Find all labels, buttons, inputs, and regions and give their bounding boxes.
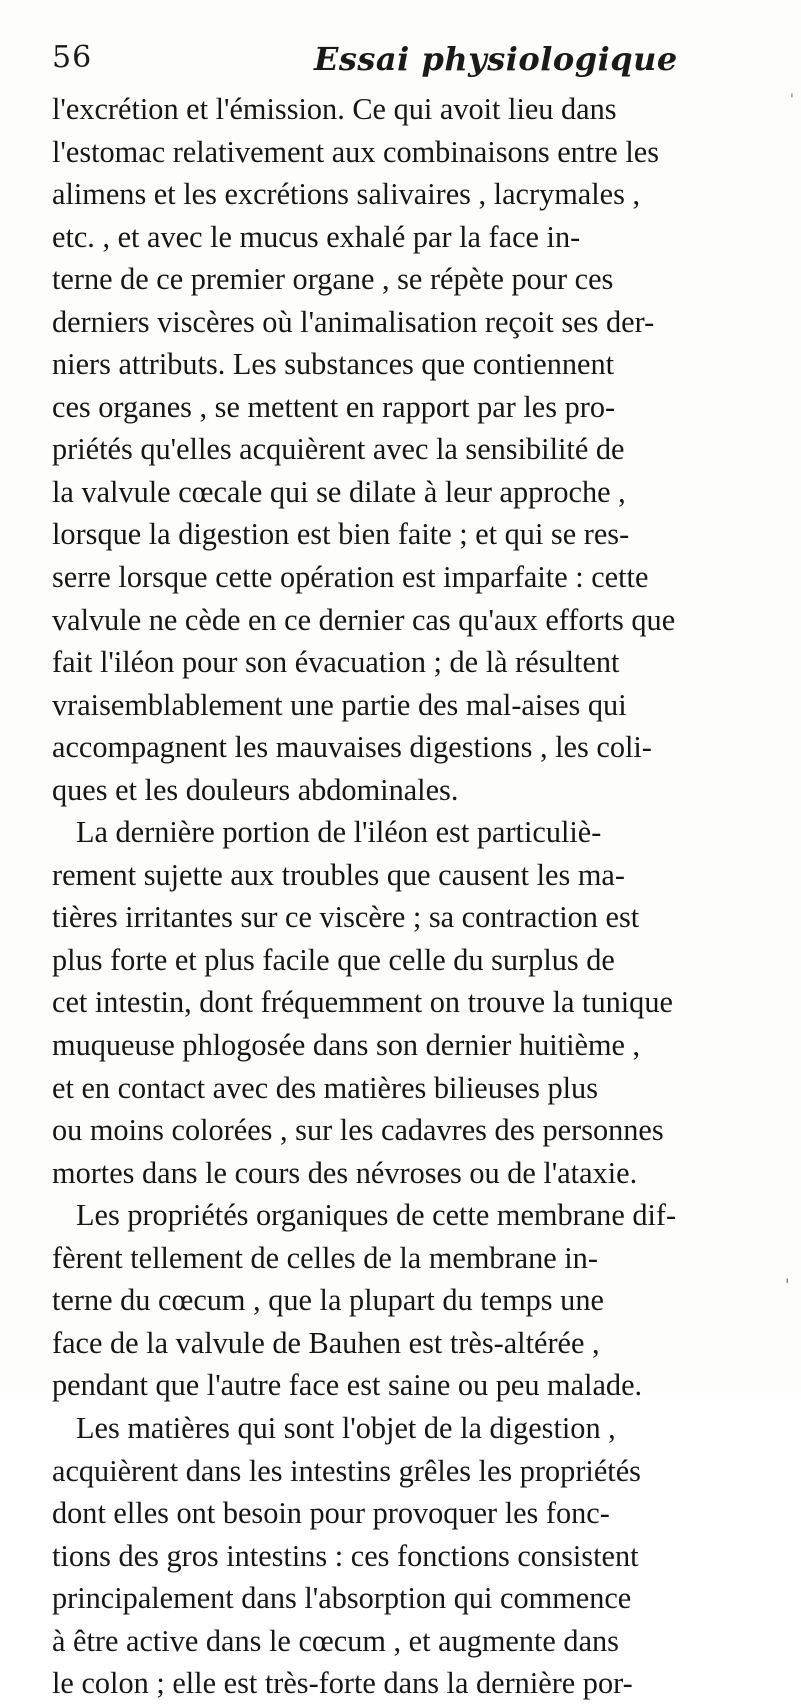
text-line: terne du cœcum , que la plupart du temps une [52, 1283, 604, 1318]
text-line: terne de ce premier organe , se répète pour ces [52, 262, 614, 297]
text-line: ou moins colorées , sur les cadavres des personnes [52, 1113, 664, 1148]
text-line: l'estomac relativement aux combinaisons entre les [52, 134, 659, 169]
running-head [52, 40, 752, 80]
text-line: fèrent tellement de celles de la membrane in- [52, 1240, 598, 1275]
text-line: et en contact avec des matières bilieuses plus [52, 1070, 598, 1105]
text-line: vraisemblablement une partie des mal-aises qui [52, 687, 627, 722]
text-line: valvule ne cède en ce dernier cas qu'aux efforts que [52, 602, 676, 637]
text-line: priétés qu'elles acquièrent avec la sensibilité de [52, 432, 625, 467]
text-line: muqueuse phlogosée dans son dernier huitième , [52, 1028, 641, 1063]
text-line: niers attributs. Les substances que contiennent [52, 347, 615, 382]
text-line: à être active dans le cœcum , et augmente dans [52, 1623, 619, 1658]
text-line: mortes dans le cours des névroses ou de l'ataxie. [52, 1155, 638, 1190]
text-line: fait l'iléon pour son évacuation ; de là résultent [52, 645, 620, 680]
text-line: rement sujette aux troubles que causent les ma- [52, 857, 625, 892]
text-line: lorsque la digestion est bien faite ; et qui se res- [52, 517, 630, 552]
page-number: 56 [52, 40, 93, 75]
text-line: alimens et les excrétions salivaires , lacrymales , [52, 177, 641, 212]
text-line: dont elles ont besoin pour provoquer les fonc- [52, 1496, 610, 1531]
text-line: plus forte et plus facile que celle du surplus de [52, 942, 615, 977]
text-line: le colon ; elle est très-forte dans la dernière por- [52, 1666, 633, 1701]
text-line: tions des gros intestins : ces fonctions consistent [52, 1538, 639, 1573]
text-line: principalement dans l'absorption qui commence [52, 1581, 632, 1616]
running-title: Essai physiologique [314, 40, 678, 78]
text-line: etc. , et avec le mucus exhalé par la face in- [52, 219, 581, 254]
text-line: la valvule cœcale qui se dilate à leur approche , [52, 474, 626, 509]
text-line: acquièrent dans les intestins grêles les propriétés [52, 1453, 641, 1488]
paragraph-first-line: Les propriétés organiques de cette membrane dif- [76, 1198, 677, 1233]
body-text [52, 88, 768, 1705]
text-line: l'excrétion et l'émission. Ce qui avoit lieu dans [52, 92, 617, 126]
text-line: cet intestin, dont fréquemment on trouve la tunique [52, 985, 673, 1020]
text-line: face de la valvule de Bauhen est très-altérée , [52, 1325, 600, 1360]
text-line: derniers viscères où l'animalisation reçoit ses der- [52, 304, 655, 339]
text-line: ces organes , se mettent en rapport par les pro- [52, 389, 616, 424]
text-line: ques et les douleurs abdominales. [52, 772, 459, 807]
paragraph-first-line: Les matières qui sont l'objet de la digestion , [76, 1410, 616, 1445]
text-line: pendant que l'autre face est saine ou peu malade. [52, 1368, 643, 1403]
text-line: accompagnent les mauvaises digestions , les coli- [52, 730, 652, 765]
text-line: tières irritantes sur ce viscère ; sa contraction est [52, 900, 640, 935]
margin-mark: ' [785, 1275, 790, 1294]
text-line: serre lorsque cette opération est imparfaite : cette [52, 560, 649, 595]
margin-mark: ' [790, 92, 794, 108]
paragraph-first-line: La dernière portion de l'iléon est particuliè- [76, 815, 602, 850]
